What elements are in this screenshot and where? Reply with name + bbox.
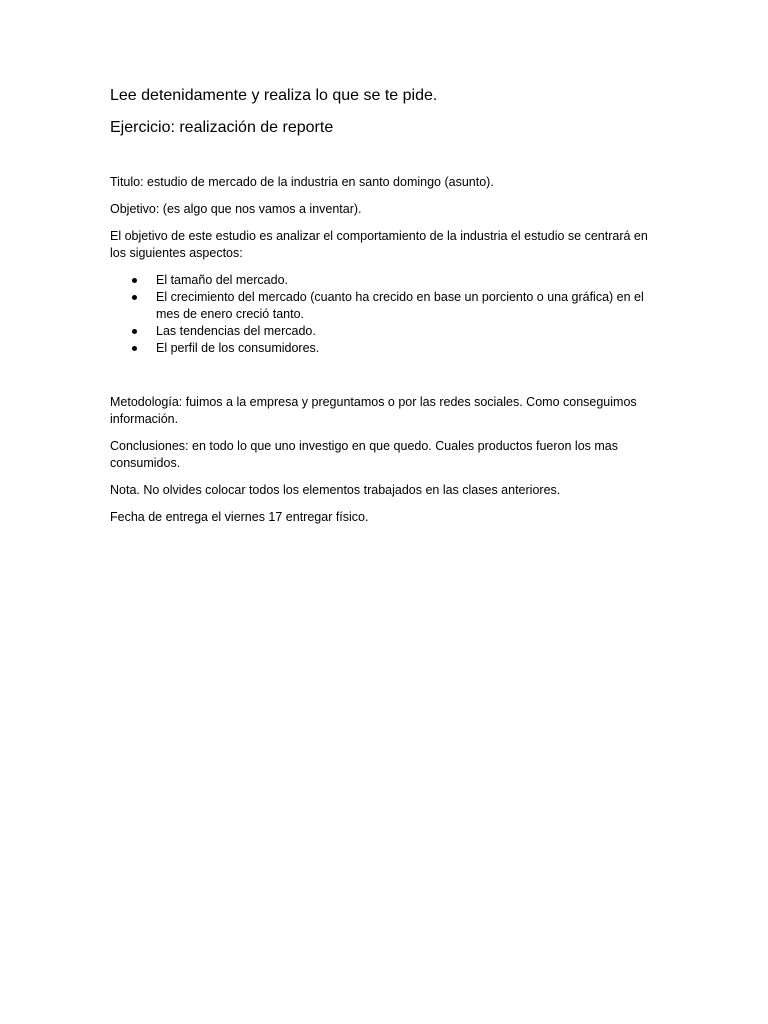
list-item: [110, 289, 665, 323]
instruction-heading: Lee detenidamente y realiza lo que se te pide.: [110, 87, 438, 104]
exercise-heading: Ejercicio: realización de reporte: [110, 119, 334, 136]
objective-paragraph: Objetivo: (es algo que nos vamos a inventar).: [110, 202, 362, 216]
bullet-icon: [132, 278, 137, 283]
list-item: [110, 323, 665, 340]
due-date-paragraph: Fecha de entrega el viernes 17 entregar físico.: [110, 510, 369, 524]
conclusions-paragraph: Conclusiones: en todo lo que uno investigo en que quedo. Cuales productos fueron los mas consumidos.: [110, 439, 618, 470]
list-item-text: El crecimiento del mercado (cuanto ha crecido en base un porciento o una gráfica) en el mes de enero creció tanto.: [156, 290, 644, 321]
objective-description: El objetivo de este estudio es analizar el comportamiento de la industria el estudio se centrará en los siguientes aspectos:: [110, 229, 648, 260]
bullet-icon: [132, 329, 137, 334]
bullet-icon: [132, 346, 137, 351]
note-paragraph: Nota. No olvides colocar todos los elementos trabajados en las clases anteriores.: [110, 483, 561, 497]
aspects-list: [110, 272, 665, 357]
methodology-paragraph: Metodología: fuimos a la empresa y preguntamos o por las redes sociales. Como conseguimos información.: [110, 395, 637, 426]
list-item: [110, 340, 665, 357]
list-item-text: Las tendencias del mercado.: [156, 324, 316, 338]
list-item: [110, 272, 665, 289]
list-item-text: El perfil de los consumidores.: [156, 341, 320, 355]
title-paragraph: Titulo: estudio de mercado de la industria en santo domingo (asunto).: [110, 175, 494, 189]
list-item-text: El tamaño del mercado.: [156, 273, 289, 287]
bullet-icon: [132, 295, 137, 300]
document-page: [110, 86, 665, 536]
